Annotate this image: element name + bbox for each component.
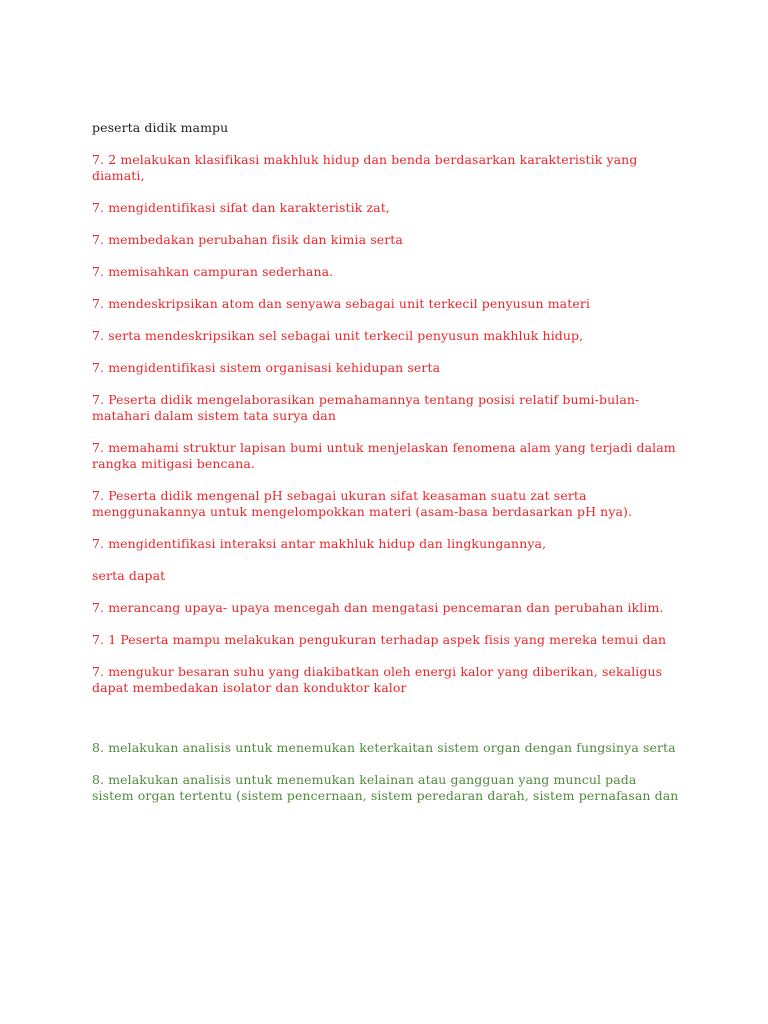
green-item-1: 8. melakukan analisis untuk menemukan keterkaitan sistem organ dengan fungsinya serta	[92, 740, 676, 755]
green-item-2: 8. melakukan analisis untuk menemukan kelainan atau gangguan yang muncul pada sistem organ tertentu (sistem pencernaan, sistem peredaran darah, sistem pernafasan dan	[92, 772, 679, 803]
red-item-7: 7. mengidentifikasi sistem organisasi kehidupan serta	[92, 360, 441, 375]
red-item-1: 7. 2 melakukan klasifikasi makhluk hidup dan benda berdasarkan karakteristik yang diamati,	[92, 152, 638, 183]
red-item-8: 7. Peserta didik mengelaborasikan pemahamannya tentang posisi relatif bumi-bulan-matahari dalam sistem tata surya dan	[92, 392, 640, 423]
red-item-13: 7. merancang upaya- upaya mencegah dan mengatasi pencemaran dan perubahan iklim.	[92, 600, 664, 615]
red-item-6: 7. serta mendeskripsikan sel sebagai unit terkecil penyusun makhluk hidup,	[92, 328, 584, 343]
red-item-10: 7. Peserta didik mengenal pH sebagai ukuran sifat keasaman suatu zat serta menggunakannya untuk mengelompokkan materi (asam-basa berdasarkan pH nya).	[92, 488, 633, 519]
intro-text: peserta didik mampu	[92, 120, 229, 135]
red-item-5: 7. mendeskripsikan atom dan senyawa sebagai unit terkecil penyusun materi	[92, 296, 591, 311]
red-item-3: 7. membedakan perubahan fisik dan kimia serta	[92, 232, 403, 247]
red-item-14: 7. 1 Peserta mampu melakukan pengukuran terhadap aspek fisis yang mereka temui dan	[92, 632, 667, 647]
red-item-9: 7. memahami struktur lapisan bumi untuk menjelaskan fenomena alam yang terjadi dalam rangka mitigasi bencana.	[92, 440, 676, 471]
document-content	[92, 120, 682, 820]
red-item-4: 7. memisahkan campuran sederhana.	[92, 264, 334, 279]
red-item-12: serta dapat	[92, 568, 166, 583]
red-item-2: 7. mengidentifikasi sifat dan karakteristik zat,	[92, 200, 390, 215]
red-item-15: 7. mengukur besaran suhu yang diakibatkan oleh energi kalor yang diberikan, sekaligus dapat membedakan isolator dan konduktor kalor	[92, 664, 663, 695]
red-item-11: 7. mengidentifikasi interaksi antar makhluk hidup dan lingkungannya,	[92, 536, 547, 551]
